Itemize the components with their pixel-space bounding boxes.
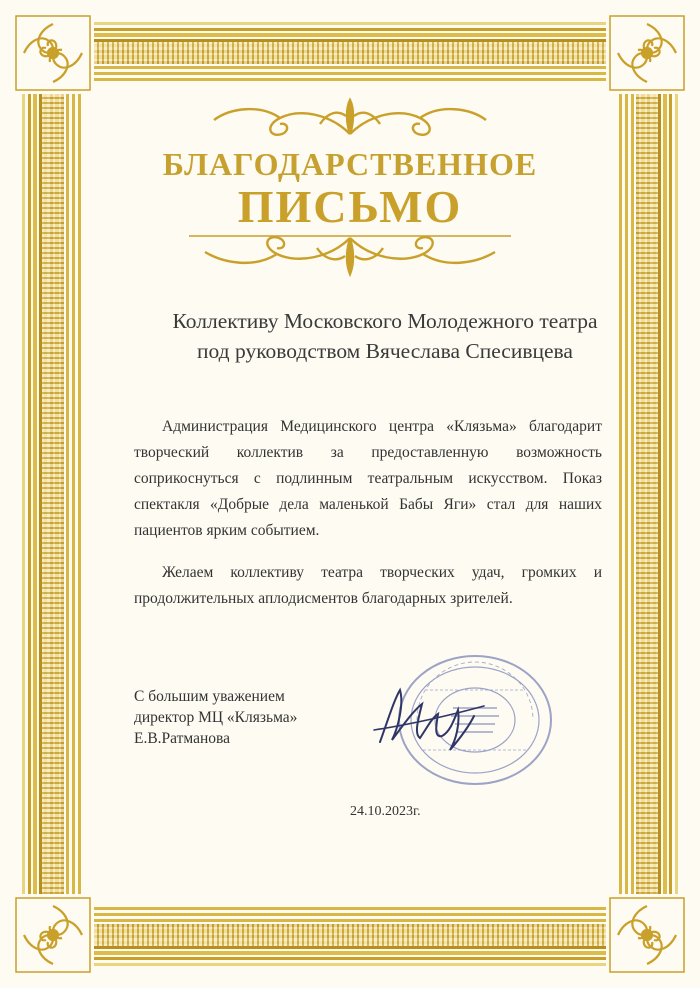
- closing-line: С большим уважением: [134, 688, 285, 705]
- title-line-1: БЛАГОДАРСТВЕННОЕ: [162, 146, 538, 182]
- title-flourish-top: [200, 94, 500, 140]
- handwritten-signature: [370, 680, 490, 760]
- paragraph-1: Администрация Медицинского центра «Клязьма» благодарит творческий коллектив за предоставленную возможность соприкоснуться с подлинным театральным искусством. Показ спектакля «Добрые дела маленькой Бабы Яги» стал для наших пациентов ярким событием.: [134, 418, 602, 539]
- corner-ornament-top-right: [606, 12, 688, 94]
- border-right: [616, 22, 678, 966]
- letter-body: [134, 414, 602, 628]
- title-flourish-bottom: [185, 226, 515, 278]
- signer-position: директор МЦ «Клязьма»: [134, 709, 298, 726]
- corner-ornament-bottom-left: [12, 894, 94, 976]
- date: 24.10.2023г.: [350, 804, 421, 819]
- paragraph-2: Желаем коллективу театра творческих удач, громких и продолжительных аплодисментов благодарных зрителей.: [134, 564, 602, 607]
- addressee-line-2: под руководством Вячеслава Спесивцева: [197, 339, 573, 363]
- border-bottom: [22, 904, 678, 966]
- signature-block: [134, 686, 297, 749]
- title-line-2: ПИСЬМО: [237, 181, 463, 232]
- border-top: [22, 22, 678, 84]
- corner-ornament-bottom-right: [606, 894, 688, 976]
- corner-ornament-top-left: [12, 12, 94, 94]
- signer-name: Е.В.Ратманова: [134, 730, 231, 747]
- border-left: [22, 22, 84, 966]
- addressee-line-1: Коллективу Московского Молодежного театра: [172, 309, 598, 333]
- addressee: [110, 306, 660, 366]
